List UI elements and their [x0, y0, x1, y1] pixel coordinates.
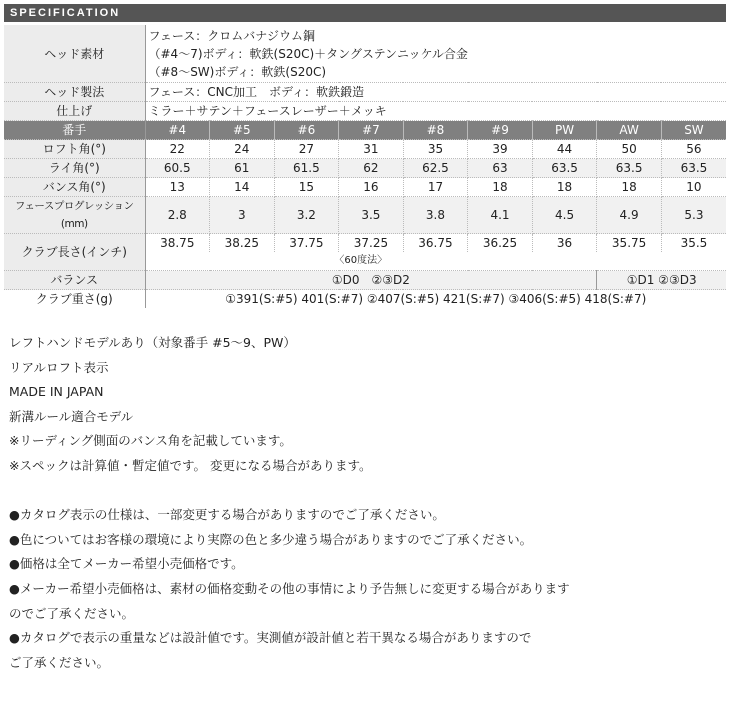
length-cell: 35.5: [680, 236, 708, 250]
disclaimer-line: ご了承ください。: [9, 654, 110, 670]
lie-cell: 63.5: [597, 159, 662, 178]
head-material-row: [4, 25, 726, 83]
head-material-value: [145, 25, 726, 83]
number-row: [4, 121, 726, 140]
head-material-line: （#4〜7)ボディ：軟鉄(S20C)＋タングステンニッケル合金: [148, 46, 468, 61]
length-cell: 37.75: [274, 234, 339, 253]
progression-cell: 4.1: [468, 197, 533, 234]
spec-header: SPECIFICATION: [4, 4, 726, 22]
head-process-value: フェース：CNC加工 ボディ：軟鉄鍛造: [145, 83, 726, 102]
progression-label: フェースプログレッション(mm): [4, 197, 145, 234]
loft-row: [4, 140, 726, 159]
number-cell: #4: [145, 121, 210, 140]
notes-block: [9, 331, 570, 675]
loft-cell: 35: [403, 140, 468, 159]
progression-cell: 4.9: [597, 197, 662, 234]
bounce-cell: 14: [210, 178, 275, 197]
lie-row: [4, 159, 726, 178]
bounce-cell: 10: [661, 178, 726, 197]
number-cell: PW: [532, 121, 597, 140]
number-cell: SW: [661, 121, 726, 140]
disclaimer-line: ●カタログ表示の仕様は、一部変更する場合がありますのでご了承ください。: [9, 507, 445, 523]
length-cell: 37.25: [339, 234, 404, 253]
disclaimer-line: ●色についてはお客様の環境により実際の色と多少違う場合がありますのでご了承ください。: [9, 531, 533, 547]
number-label: 番手: [4, 121, 145, 140]
loft-cell: 56: [661, 140, 726, 159]
bounce-cell: 17: [403, 178, 468, 197]
weight-label: クラブ重さ(g): [4, 290, 145, 309]
progression-cell: 3.8: [403, 197, 468, 234]
number-cell: AW: [597, 121, 662, 140]
progression-cell: 3.5: [339, 197, 404, 234]
length-row: [4, 234, 726, 253]
finish-value: ミラー＋サテン＋フェースレーザー＋メッキ: [145, 102, 726, 121]
disclaimer-line: ●カタログで表示の重量などは設計値です。実測値が設計値と若干異なる場合がありますので: [9, 630, 532, 646]
lie-cell: 62: [339, 159, 404, 178]
balance-value-b: ①D1 ②③D3: [597, 271, 726, 290]
finish-row: [4, 102, 726, 121]
number-cell: #9: [468, 121, 533, 140]
lie-cell: 61: [210, 159, 275, 178]
progression-cell: 2.8: [145, 197, 210, 234]
loft-label: ロフト角(°): [4, 140, 145, 159]
balance-row: [4, 271, 726, 290]
progression-cell: 4.5: [532, 197, 597, 234]
length-cell: 35.75: [597, 234, 662, 253]
balance-value-a: ①D0 ②③D2: [145, 271, 597, 290]
head-process-label: ヘッド製法: [4, 83, 145, 102]
length-cell: 38.75: [145, 234, 210, 253]
loft-cell: 39: [468, 140, 533, 159]
head-material-line: （#8〜SW)ボディ：軟鉄(S20C): [148, 64, 327, 79]
number-cell: #7: [339, 121, 404, 140]
note-line: MADE IN JAPAN: [9, 384, 104, 400]
length-note: 〈60度法〉: [145, 252, 726, 271]
spec-table: [4, 25, 726, 308]
length-label: クラブ長さ(インチ): [4, 234, 145, 271]
loft-cell: 24: [210, 140, 275, 159]
bounce-label: バンス角(°): [4, 178, 145, 197]
lie-cell: 61.5: [274, 159, 339, 178]
loft-cell: 44: [532, 140, 597, 159]
loft-cell: 22: [145, 140, 210, 159]
bounce-cell: 18: [532, 178, 597, 197]
number-cell: #5: [210, 121, 275, 140]
head-process-row: [4, 83, 726, 102]
lie-cell: 63.5: [532, 159, 597, 178]
lie-cell: 63: [468, 159, 533, 178]
length-cell: 38.25: [210, 234, 275, 253]
bounce-cell: 18: [597, 178, 662, 197]
head-material-line: フェース：クロムバナジウム鋼: [148, 28, 315, 43]
note-line: 新溝ルール適合モデル: [9, 408, 134, 424]
weight-row: [4, 290, 726, 309]
lie-cell: 60.5: [145, 159, 210, 178]
note-line: ※リーディング側面のバンス角を記載しています。: [9, 433, 292, 449]
length-cell: 36.75: [403, 234, 468, 253]
lie-cell: 62.5: [403, 159, 468, 178]
progression-cell: 3.2: [274, 197, 339, 234]
number-cell: #8: [403, 121, 468, 140]
length-cell: 36.25: [468, 234, 533, 253]
disclaimer-line: ●価格は全てメーカー希望小売価格です。: [9, 556, 244, 572]
loft-cell: 50: [597, 140, 662, 159]
note-line: ※スペックは計算値・暫定値です。 変更になる場合があります。: [9, 457, 372, 473]
loft-cell: 27: [274, 140, 339, 159]
lie-label: ライ角(°): [4, 159, 145, 178]
bounce-cell: 13: [145, 178, 210, 197]
progression-row: [4, 197, 726, 234]
finish-label: 仕上げ: [4, 102, 145, 121]
progression-cell: 5.3: [661, 197, 726, 234]
lie-cell: 63.5: [661, 159, 726, 178]
head-material-label: ヘッド素材: [4, 25, 145, 83]
weight-value: ①391(S:#5) 401(S:#7) ②407(S:#5) 421(S:#7) ③406(S:#5) 418(S:#7): [225, 292, 647, 306]
balance-label: バランス: [4, 271, 145, 290]
bounce-cell: 16: [339, 178, 404, 197]
note-line: リアルロフト表示: [9, 359, 109, 375]
bounce-cell: 18: [468, 178, 533, 197]
note-line: レフトハンドモデルあり（対象番手 #5〜9、PW）: [9, 335, 296, 350]
disclaimer-line: ●メーカー希望小売価格は、素材の価格変動その他の事情により予告無しに変更する場合があります: [9, 580, 570, 596]
length-cell: 36: [532, 234, 597, 253]
bounce-row: [4, 178, 726, 197]
number-cell: #6: [274, 121, 339, 140]
loft-cell: 31: [339, 140, 404, 159]
bounce-cell: 15: [274, 178, 339, 197]
disclaimer-line: のでご了承ください。: [9, 605, 135, 621]
progression-cell: 3: [210, 197, 275, 234]
